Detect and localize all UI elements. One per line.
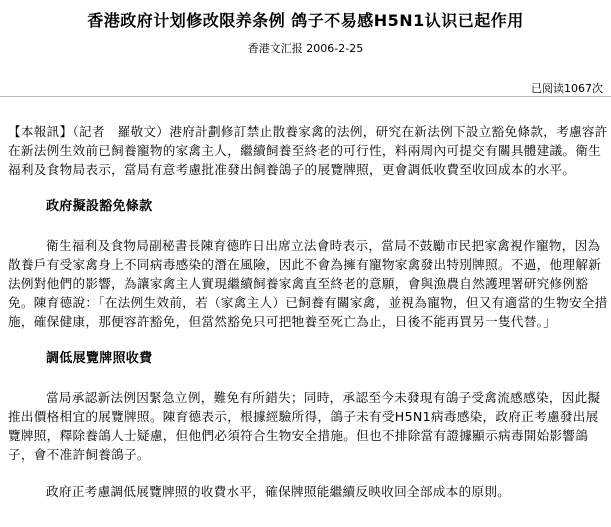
article-body — [8, 122, 608, 501]
article-source-date: 香港文汇报 2006-2-25 — [247, 42, 364, 55]
section-heading-exemption: 政府擬設豁免條款 — [46, 199, 153, 214]
paragraph-license: 當局承認新法例因緊急立例，難免有所錯失；同時，承認至今未發現有鴿子受禽流感感染，因此擬推出價格相宜的展覽牌照。陳育德表示，根據經驗所得，鴿子未有受H5N1病毒感染，政府正考慮發出展覽牌照，釋除養鴿人士疑慮，但他們必須符合生物安全措施。但也不排除當有證據顯示病毒開始影響鴿子，會不准許飼養鴿子。 — [8, 390, 601, 462]
paragraph-fee: 政府正考慮調低展覽牌照的收費水平，確保牌照能繼續反映收回全部成本的原則。 — [46, 484, 511, 499]
paragraph-exemption: 衛生福利及食物局副秘書長陳育德昨日出席立法會時表示，當局不鼓勵市民把家禽視作寵物，因為散養戶有受家禽身上不同病毒感染的潛在風險，因此不會為擁有寵物家禽發出特別牌照。不過，他理解新法例對他們的影響，為讓家禽主人實現繼續飼養家禽直至終老的意願，會與漁農自然護理署研究修例豁免。陳育德說：「在法例生效前，若（家禽主人）已飼養有關家禽，並視為寵物，但又有適當的生物安全措施，確保健康，那便容許豁免，但當然豁免只可把牠養至死亡為止，日後不能再買另一隻代替。」 — [8, 238, 608, 329]
header-divider — [0, 96, 611, 97]
read-count: 已阅读1067次 — [531, 82, 603, 95]
section-heading-license-fee: 調低展覽牌照收費 — [46, 351, 153, 366]
lead-paragraph: 【本報訊】（記者 羅敬文）港府計劃修訂禁止散養家禽的法例，研究在新法例下設立豁免條款，考慮容許在新法例生效前已飼養寵物的家禽主人，繼續飼養至終老的可行性，料兩周內可提交有關具體建議。衛生福利及食物局表示，當局有意考慮批准發出飼養鴿子的展覽牌照，更會調低收費至收回成本的水平。 — [8, 124, 608, 177]
article-title: 香港政府计划修改限养条例 鸽子不易感H5N1认识已起作用 — [87, 11, 524, 30]
